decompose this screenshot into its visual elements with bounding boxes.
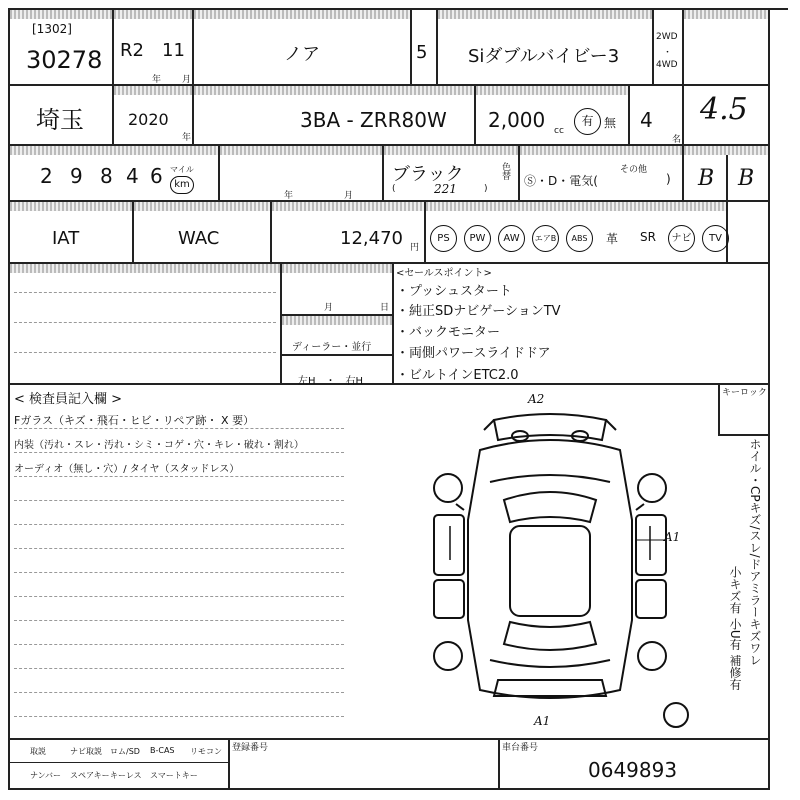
month-suffix: 月	[182, 75, 192, 85]
selling-point: ・両側パワースライドドア	[396, 346, 551, 361]
header-bar	[282, 316, 392, 325]
region: 埼玉	[36, 106, 84, 134]
lot-prefix: [1302]	[32, 22, 72, 36]
header-bar	[684, 10, 768, 19]
shift: IAT	[52, 228, 80, 249]
mileage-digit: 4	[126, 164, 139, 188]
dealer: ディーラー・並行	[292, 342, 372, 353]
keylock-label: キーロック	[722, 388, 767, 398]
v	[192, 8, 194, 84]
inspector-line: オーディオ（無し・穴）/ タイヤ（スタッドレス）	[14, 464, 240, 475]
lot-number: 30278	[26, 46, 103, 74]
equipment-ナビ: ナビ	[668, 225, 695, 252]
cc-unit: cc	[554, 126, 564, 136]
header-bar	[426, 202, 726, 211]
equipment-pw: PW	[464, 225, 491, 252]
aircon: WAC	[178, 228, 220, 249]
footer-top	[8, 738, 770, 740]
footer-item: スマートキー	[150, 771, 198, 780]
h	[718, 434, 770, 436]
header-bar	[10, 146, 218, 155]
color-code: 221	[434, 182, 457, 196]
selling-point: ・ビルトインETC2.0	[396, 368, 519, 383]
header-bar	[684, 146, 768, 155]
seats-suffix: 名	[672, 135, 682, 145]
color: ブラック	[392, 164, 464, 185]
equipment-abs: ABS	[566, 225, 593, 252]
fuel-other: その他	[620, 165, 648, 175]
equipment-エアb: エアB	[532, 225, 559, 252]
chassis-label: 車台番号	[502, 743, 539, 753]
reg-year-suffix: 年	[182, 133, 192, 143]
inspector-line: Fガラス（キズ・飛石・ヒビ・リペア跡・ X 要）	[14, 414, 255, 427]
footer-item: 取説	[30, 747, 46, 756]
outer-bottom	[8, 788, 770, 790]
mileage-digit: 9	[70, 164, 83, 188]
fuel-options: Ⓢ・D・電気(	[524, 174, 598, 188]
inspection-month: 月	[344, 191, 354, 201]
mark-bottom: A1	[534, 714, 551, 728]
mark-right: A1	[664, 530, 681, 544]
equipment-ps: PS	[430, 225, 457, 252]
turbo-yes: 有	[574, 108, 601, 135]
inspector-line: 内装（汚れ・スレ・汚れ・シミ・コゲ・穴・キレ・破れ・割れ）	[14, 440, 304, 451]
mileage-digit: 2	[40, 164, 53, 188]
first-reg-year: 2020	[128, 110, 169, 129]
header-bar	[476, 86, 628, 95]
era: R2	[120, 40, 144, 61]
side-note-2: 小キズ有 小U有 補修有	[728, 566, 742, 691]
month: 11	[162, 40, 185, 61]
equipment-tv: TV	[702, 225, 729, 252]
footer-item: スペアキー	[70, 771, 110, 780]
header-bar	[384, 146, 518, 155]
v	[628, 84, 630, 144]
color-paren-close: )	[484, 184, 488, 194]
header-bar	[10, 10, 112, 19]
doors: 5	[416, 42, 428, 63]
h	[280, 354, 392, 356]
v	[112, 8, 114, 84]
side-note: ホイル・CPキズ/スレ/ドアミラーキズワレ	[748, 438, 762, 666]
v	[228, 738, 230, 788]
footer-item: ナンバー	[30, 771, 62, 780]
unit-mile: マイル	[170, 165, 194, 174]
exterior-grade: B	[698, 166, 715, 191]
fuel-close: )	[666, 172, 671, 186]
selling-point: ・バックモニター	[396, 325, 501, 340]
v	[498, 738, 500, 788]
mileage-digit: 6	[150, 164, 163, 188]
model-code: 3BA - ZRR80W	[300, 108, 447, 132]
v	[392, 262, 394, 383]
year-suffix: 年	[152, 75, 162, 85]
header-bar	[114, 86, 192, 95]
header-bar	[10, 264, 280, 273]
header-bar	[272, 202, 424, 211]
header-bar	[220, 146, 382, 155]
mid-month: 月	[324, 303, 334, 313]
footer-item: B-CAS	[150, 746, 175, 755]
header-bar	[282, 264, 392, 273]
color-change-label: 色替	[500, 162, 510, 180]
car-name: ノア	[284, 44, 320, 65]
drive-2wd: 2WD	[656, 32, 678, 42]
drive-4wd: 4WD	[656, 60, 678, 70]
car-diagram	[420, 390, 720, 735]
mid-day: 日	[380, 303, 390, 313]
footer-item: リモコン	[190, 747, 222, 756]
v	[436, 8, 438, 84]
selling-title: <セールスポイント>	[396, 268, 492, 279]
header-bar	[438, 10, 652, 19]
drive-sep: ・	[663, 48, 673, 58]
chassis-number: 0649893	[588, 758, 678, 782]
outer-right	[768, 8, 770, 790]
header-bar	[114, 10, 192, 19]
header-bar	[134, 202, 270, 211]
yen: 円	[410, 243, 420, 253]
outer-left	[8, 8, 10, 790]
header-bar	[194, 86, 474, 95]
mark-top: A2	[528, 392, 545, 406]
score: 4.5	[700, 92, 748, 127]
turbo-no: 無	[604, 116, 617, 130]
steering: 左H ・ 右H	[298, 376, 364, 387]
seats: 4	[640, 108, 653, 132]
header-bar	[520, 146, 682, 155]
h	[8, 762, 228, 763]
equipment-sr: SR	[640, 230, 656, 244]
header-bar	[194, 10, 410, 19]
mileage-digit: 8	[100, 164, 113, 188]
selling-point: ・プッシュスタート	[396, 284, 512, 299]
v	[652, 8, 654, 84]
footer-item: ナビ取説	[70, 747, 102, 756]
v	[410, 8, 412, 84]
footer-item: キーレス	[110, 771, 142, 780]
inspection-year: 年	[284, 191, 294, 201]
row5-bottom	[8, 383, 770, 385]
displacement: 2,000	[488, 108, 546, 132]
v	[682, 8, 684, 144]
unit-km: km	[170, 176, 194, 194]
header-bar	[10, 202, 132, 211]
reg-number-label: 登録番号	[232, 743, 269, 753]
grade: Siダブルバイビー3	[468, 46, 620, 67]
inspector-title: < 検査員記入欄 >	[14, 392, 123, 407]
interior-grade: B	[738, 166, 755, 191]
equipment-革: 革	[606, 232, 619, 246]
selling-point: ・純正SDナビゲーションTV	[396, 304, 561, 319]
equipment-aw: AW	[498, 225, 525, 252]
footer-item: ロム/SD	[110, 747, 140, 756]
color-paren-open: (	[392, 184, 396, 194]
recycle-fee: 12,470	[340, 228, 403, 249]
